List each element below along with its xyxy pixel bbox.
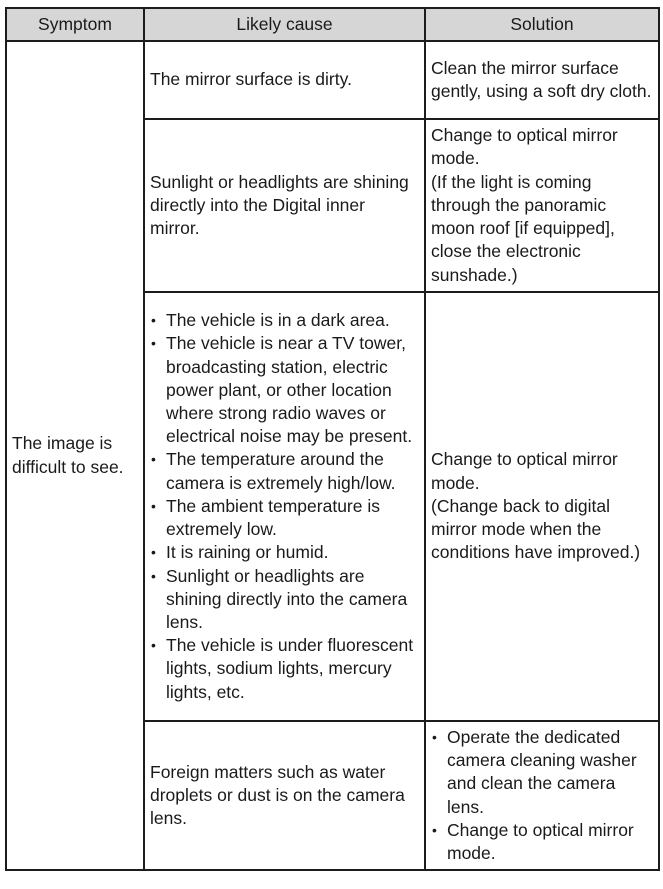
list-item: • It is raining or humid.	[150, 541, 419, 564]
solution-note: (Change back to digital mirror mode when the conditions have improved.)	[431, 495, 641, 563]
cause-cell	[144, 292, 425, 721]
header-row	[6, 8, 659, 41]
header-symptom: Symptom	[6, 8, 144, 41]
solution-cell: Clean the mirror surface gently, using a soft dry cloth.	[425, 41, 659, 119]
header-likely-cause: Likely cause	[144, 8, 425, 41]
list-item: • The temperature around the camera is extremely high/low.	[150, 448, 419, 494]
troubleshooting-table	[5, 7, 660, 871]
list-item: • The vehicle is near a TV tower, broadcasting station, electric power plant, or other location where strong radio waves or electrical noise may be present.	[150, 332, 419, 448]
cause-cell: The mirror surface is dirty.	[144, 41, 425, 119]
list-item: • Change to optical mirror mode.	[431, 819, 653, 865]
solution-line: Change to optical mirror mode.	[431, 125, 618, 169]
cause-cell: Foreign matters such as water droplets or dust is on the camera lens.	[144, 721, 425, 870]
cause-list	[150, 309, 419, 703]
solution-line: Change to optical mirror mode.	[431, 449, 618, 493]
solution-list	[431, 726, 653, 865]
header-solution: Solution	[425, 8, 659, 41]
list-item: • Operate the dedicated camera cleaning washer and clean the camera lens.	[431, 726, 653, 819]
list-item: • The vehicle is in a dark area.	[150, 309, 419, 332]
list-item: • The vehicle is under fluorescent lights, sodium lights, mercury lights, etc.	[150, 634, 419, 704]
list-item: • Sunlight or headlights are shining directly into the camera lens.	[150, 565, 419, 635]
table-row	[6, 41, 659, 119]
solution-cell	[425, 292, 659, 721]
solution-note: (If the light is coming through the panoramic moon roof [if equipped], close the electronic sunshade.)	[431, 171, 615, 285]
solution-cell	[425, 119, 659, 292]
list-item: • The ambient temperature is extremely low.	[150, 495, 419, 541]
symptom-cell: The image is difficult to see.	[6, 41, 144, 870]
cause-cell: Sunlight or headlights are shining directly into the Digital inner mirror.	[144, 119, 425, 292]
solution-cell	[425, 721, 659, 870]
